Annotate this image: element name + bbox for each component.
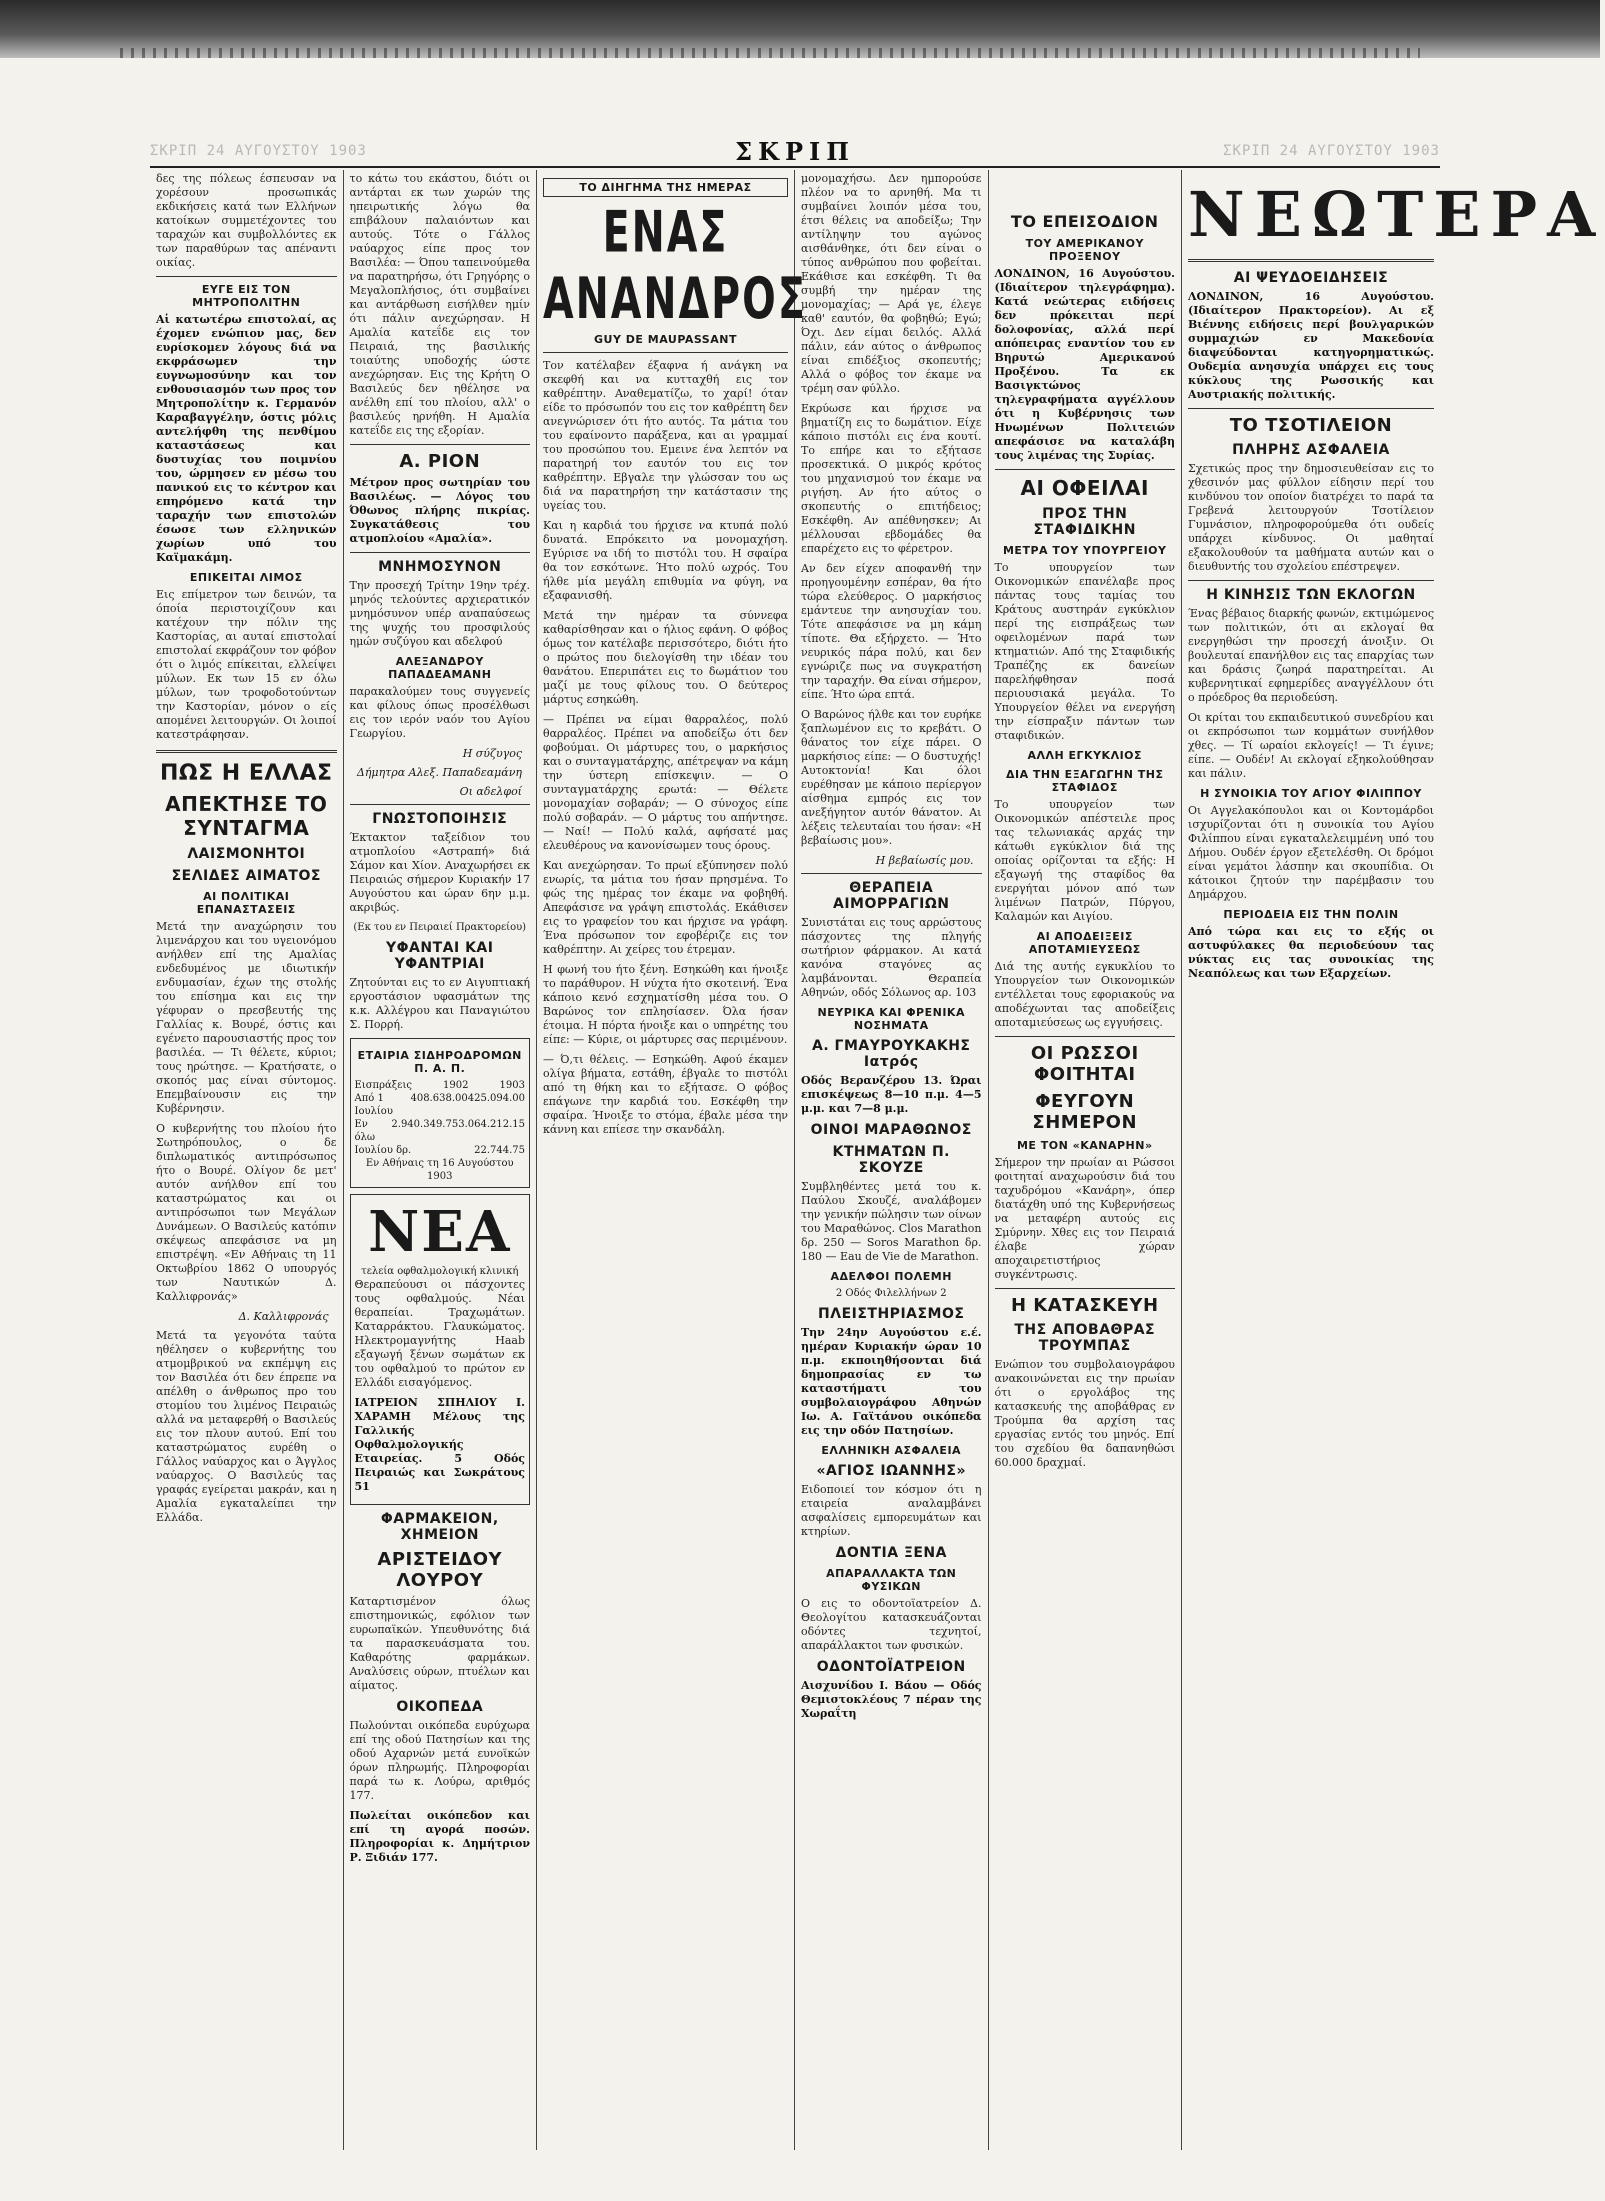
article-text: Σχετικώς προς την δημοσιευθείσαν εις το χθεσινόν μας φύλλον είδησιν περί του κινδύνου τον οποίον διατρέχει το παρά τα Γρεβενά λειτουργούν Τσοτίλειον Γυμνάσιον, πληροφορούμεθα ότι ουδείς υπάρχει κίνδυνος. Οι μαθηταί εξακολουθούν τα μαθήματα αυτών και ο διευθυντής του σχολείου επέστρεψεν. [1188,462,1434,573]
article-text: Το υπουργείον των Οικονομικών επανέλαβε προς πάντας τους ταμίας του Κράτους αυστηράν εγκύκλιον περί της εισπράξεως των οφειλομένων παρά των κτηματιών. Από της Σταφιδικής Τραπέζης εκ δανείων παρελήφθησαν ποσά περιουσιακά μεγάλα. Το Υπουργείον θέλει να ενεργήση την είσπραξιν πάντων των σταφιδικών. [994,561,1175,742]
article-text: Συμβληθέντες μετά του κ. Παύλου Σκουζέ, αναλάβομεν την γενικήν πώλησιν των οίνων του Μαραθώνος. Clos Marathon δρ. 250 — Soros Marathon δρ. 180 — Eau de Vie de Marathon. [801,1180,982,1263]
article-text: Μετά την ημέραν τα σύννεφα καθαρίσθησαν και ο ήλιος εφάνη. Ο φόβος όμως τον κατέλαβε περισσότερο, διότι ήτο ο πρώτος που διελογίσθη την ιδέαν του θανάτου. Επεριπάτει εις το δωμάτιον του μαζί με τους φίλους του. Ο δεύτερος μάρτυς εσηκώθη. [543,609,788,706]
ad-title: ΝΕΑ [368,1199,512,1265]
column-3 [537,170,807,2150]
headline: ΛΑΙΣΜΟΝΗΤΟΙ [187,846,306,862]
divider [995,469,1176,470]
headline: ΑΙ ΑΠΟΔΕΙΞΕΙΣ ΑΠΟΤΑΜΙΕΥΣΕΩΣ [1028,930,1141,956]
divider [543,352,788,353]
signature: Η βεβαίωσίς μου. [875,854,974,867]
table-cell: 2.940.349.75 [391,1119,459,1130]
table-cell: 3.064.212.15 [458,1119,525,1130]
divider [1188,408,1434,409]
newspaper-title: ΣΚΡΙΠ [735,136,855,166]
headline: ΥΦΑΝΤΑΙ ΚΑΙ ΥΦΑΝΤΡΙΑΙ [386,940,494,972]
headline: ΕΛΛΗΝΙΚΗ ΑΣΦΑΛΕΙΑ [821,1444,962,1457]
article-text: Ενώπιον του συμβολαιογράφου ανακοινώνεται εις την πρωίαν ότι ο εργολάβος της κατασκευής της αποβάθρας εν Τρούμπα θα αρχίση τας εργασίας εντός του μηνός. Επί του σχεδίου θα δαπανηθώσι 60.000 δραχμαί. [994,1358,1175,1469]
headline: ΠΕΡΙΟΔΕΙΑ ΕΙΣ ΤΗΝ ΠΟΛΙΝ [1223,908,1399,921]
headline: ΤΟ ΤΣΟΤΙΛΕΙΟΝ [1229,415,1393,436]
headline: ΕΥΓΕ ΕΙΣ ΤΟΝ ΜΗΤΡΟΠΟΛΙΤΗΝ [192,283,301,309]
headline: ΦΕΥΓΟΥΝ ΣΗΜΕΡΟΝ [1032,1091,1138,1133]
scan-edge [0,0,1600,58]
subheadline: ΜΕΤΡΑ ΤΟΥ ΥΠΟΥΡΓΕΙΟΥ [1002,544,1167,557]
article-text: Πωλούνται οικόπεδα ευρύχωρα επί της οδού Πατησίων και της οδού Αχαρνών μετά ευνοϊκών όρων πληρωμής. Πληροφορίαι παρά τω κ. Λούρω, αριθμός 177. [349,1719,530,1802]
signature: Δήμητρα Αλεξ. Παπαδεαμάνη [356,766,522,779]
column-1 [150,170,344,2150]
signature: Η σύζυγος [462,747,522,760]
headline: Η ΚΙΝΗΣΙΣ ΤΩΝ ΕΚΛΟΓΩΝ [1206,587,1416,603]
headline: ΓΝΩΣΤΟΠΟΙΗΣΙΣ [372,811,508,827]
subheadline: ΜΕ ΤΟΝ «ΚΑΝΑΡΗΝ» [1016,1139,1153,1152]
column-2 [344,170,538,2150]
table-cell: Εν όλω [354,1119,376,1143]
article-text: Οι Αγγελακόπουλοι και οι Κοντομάρδοι ισχυρίζονται ότι η συνοικία του Αγίου Φιλίππου είναι εγκαταλελειμμένη υπό του Δήμου. Ουδέν έργον εξετελέσθη. Οι δρόμοι είναι γεμάτοι λάσπην και σκουπίδια. Οι κάτοικοι ζητούν την παρέμβασιν του Δημάρχου. [1188,804,1434,901]
running-head [150,136,1440,168]
article-text: ΛΟΝΔΙΝΟΝ, 16 Αυγούστου. (Ιδιαίτερον τηλεγράφημα). Κατά νεώτερας ειδήσεις δεν πρόκειται περί δολοφονίας, αλλά περί απόπειρας εναντίον του εν Βηρυτώ Αμερικανού Προξένου. Τα εκ Βασιγκτώνος τηλεγραφήματα αγγέλλουν ότι η Κυβέρνησις των Ηνωμένων Πολιτειών απεφάσισε να καταλάβη τους λιμένας της Συρίας. [994,267,1175,462]
article-text: Καταρτισμένον όλως επιστημονικώς, εφόλιον των ευρωπαϊκών. Υπευθυνότης διά τα παρασκευάσματα του. Καθαρότης φαρμάκων. Αναλύσεις ούρων, πτυέλων και αίματος. [349,1595,530,1692]
clinic-ad [350,1194,531,1505]
table-date: Εν Αθήναις τη 16 Αυγούστου 1903 [365,1158,514,1182]
column-4 [795,170,989,2150]
headline: ΟΙΝΟΙ ΜΑΡΑΘΩΝΟΣ [810,1122,972,1138]
running-head-left: ΣΚΡΙΠ 24 ΑΥΓΟΥΣΤΟΥ 1903 [150,143,367,159]
divider [1188,259,1434,262]
headline: ΑΙ ΨΕΥΔΟΕΙΔΗΣΕΙΣ [1233,270,1389,286]
headline: ΠΩΣ Η ΕΛΛΑΣ [159,761,333,786]
table-cell: 1902 [443,1080,469,1091]
notice-source: (Εκ του εν Πειραιεί Πρακτορείου) [353,922,527,933]
table-cell: 1903 [499,1080,525,1091]
headline: ΤΗΣ ΑΠΟΒΑΘΡΑΣ ΤΡΟΥΜΠΑΣ [1014,1322,1156,1354]
table-cell: 22.744.75 [474,1145,525,1156]
ad-subtitle: τελεία οφθαλμολογική κλινική [361,1266,519,1277]
article-text: Την προσεχή Τρίτην 19ην τρέχ. μηνός τελούντες αρχιερατικόν μνημόσυνον υπέρ αναπαύσεως της ψυχής του προσφιλούς ημών συζύγου και αδελφού [349,579,530,648]
divider [156,750,337,753]
article-text: — Ό,τι θέλεις. — Εσηκώθη. Αφού έκαμεν ολίγα βήματα, εστάθη, έβγαλε το πιστόλι από τη θήκη και το εξήτασε. Ο φόβος επάγωνε την καρδιά του. Εσκέφθη την σφαίρα. Ήνοιξε το στόμα, έβαλε μέσα την κάννη και επίεσε την σκανδάλη. [543,1053,788,1136]
page-columns [150,170,1605,2150]
divider [156,276,337,277]
article-text: Αἱ κατωτέρω επιστολαί, ας έχομεν ενώπιον μας, δεν ευρίσκομεν λόγους διά να εκφράσωμεν την ευγνωμοσύνην και τον ενθουσιασμόν των προς τον Μητροπολίτην κ. Γερμανόν Καραβαγγέλην, όστις μόλις αντελήφθη της πενθίμου καταστάσεως και δυστυχίας του ποιμνίου του, ώρμησεν εν μέσω του πανικού εις το κέντρον και επηρόμενο κατά την ταραχήν των επιστολών έσωσε των ελληνικών χωρίων υπό του Καϊμακάμη. [156,313,337,564]
table-cell: 425.094.00 [467,1093,525,1104]
article-text: Την 24ην Αυγούστου ε.έ. ημέραν Κυριακήν ώραν 10 π.μ. εκποιηθήσονται διά δημοπρασίας εν τω καταστήματι του συμβολαιογράφου Αθηνών Ιω. Α. Γαϊτάνου οικόπεδα εις την οδόν Πατησίων. [801,1326,982,1437]
headline: ΣΕΛΙΔΕΣ ΑΙΜΑΤΟΣ [171,868,321,884]
article-text: Ειδοποιεί τον κόσμον ότι η εταιρεία αναλαμβάνει ασφαλίσεις εμπορευμάτων και κτηρίων. [801,1483,982,1538]
column-5 [989,170,1183,2150]
headline: ΝΕΥΡΙΚΑ ΚΑΙ ΦΡΕΝΙΚΑ ΝΟΣΗΜΑΤΑ [817,1006,965,1032]
headline: Α. ΓΜΑΥΡΟΥΚΑΚΗΣ Ιατρός [812,1038,971,1070]
divider [1188,580,1434,581]
article-text: Σήμερον την πρωίαν αι Ρώσσοι φοιτηταί αναχωρούσιν διά του ταχυδρόμου «Κανάρη», όπερ διατάχθη υπό της Κυβερνήσεως να μεταφέρη αυτούς εις Σμύρνην. Χθες εις τον Πειραιά έλαβε χώραν αποχαιρετιστήριος συγκέντρωσις. [994,1156,1175,1281]
headline: ΘΕΡΑΠΕΙΑ ΑΙΜΟΡΡΑΓΙΩΝ [833,880,950,912]
headline: ΜΝΗΜΟΣΥΝΟΝ [378,559,502,575]
headline: ΤΟΥ ΑΜΕΡΙΚΑΝΟΥ ΠΡΟΞΕΝΟΥ [1025,237,1144,263]
story-title: ΕΝΑΣ ΑΝΑΝΔΡΟΣ [543,199,807,333]
article-text: Εκρύωσε και ήρχισε να βηματίζη εις το δωμάτιον. Είχε κάποιο πιστόλι εις ένα κουτί. Το επήρε και το εξήτασε προσεκτικά. Ο μικρός κρότος του μηχανισμού τον έκαμε να ριγήση. Αν ήτο αύτος ο σκοπευτής ο επιτήδειος; Εσκέφθη. Αν απέθνησκεν; Αι μέλλουσαι εβδομάδες θα επαρέχετο εις το φέρετρον. [801,402,982,555]
article-text: Ζητούνται εις το εν Αιγυπτιακή εργοστάσιον υφασμάτων της κ.κ. Αλλέγρου και Παναγιώτου Σ. Πορρή. [349,976,530,1031]
article-text: Ο κυβερνήτης του πλοίου ήτο Σωτηρόπουλος, ο δε διπλωματικός αντιπρόσωπος ήτο ο Βουρέ. Ολίγον δε μετ' αυτόν ανήλθον επί του καταστρώματος και οι αντιπρόσωποι των Μεγάλων Δυνάμεων. Ο Βασιλεύς κατόπιν σκέψεως απεφάσισε να μη επιστρέψη. «Εν Αθήναις τη 11 Οκτωβρίου 1862 Ο υπουργός των Ναυτικών Δ. Καλλιφρονάς» [156,1122,337,1303]
article-text: Θεραπεύουσι οι πάσχοντες τους οφθαλμούς. Νέαι θεραπείαι. Τραχωμάτων. Καταρράκτου. Γλαυκώματος. Ηλεκτρομαγνήτης Haab εξαγωγή ξένων σωμάτων εκ του οφθαλμού το πρώτον εν Ελλάδι εισαγόμενος. [354,1278,525,1389]
table-cell: Ιουλίου δρ. [354,1145,412,1156]
article-text: Τον κατέλαβεν έξαφνα ή ανάγκη να σκεφθή και να κυτταχθή εις τον καθρέπτην. Αναθεματίζω, το χαρί! όταν είδε το πρόσωπόν του εις τον καθρέπτη δεν ανεγνώρισεν ότι ήτο αυτός. Τα μάτια του του εφαίνοντο παράξενα, και αι γραμμαί του προσώπου του. Εμεινε ένα λεπτόν να παρατηρή τον εαυτόν του εις τον καθρέπτην. Εβγαλε την γλώσσαν του ως διά να παρατηρήση την κατάστασιν της υγείας του. [543,359,788,512]
headline: ΑΡΙΣΤΕΙΔΟΥ ΛΟΥΡΟΥ [377,1549,503,1591]
article-text: Από τώρα και εις το εξής οι αστυφύλακες θα περιοδεύουν τας νύκτας εις τας συνοικίας της Νεαπόλεως και των Εξαρχείων. [1188,925,1434,980]
article-text: Οι κρίται του εκπαιδευτικού συνεδρίου και οι εκπρόσωποι των κομμάτων συνήλθον χθες. — Τί ωραίοι εκλογείς! — Τι έγινε; είπε. — Ουδέν! Αι εκλογαί εξηκολούθησαν και πάλιν. [1188,711,1434,780]
headline: ΑΔΕΛΦΟΙ ΠΟΛΕΜΗ [830,1270,952,1283]
headline: ΑΠΕΚΤΗΣΕ ΤΟ ΣΥΝΤΑΓΜΑ [165,792,328,840]
table-row [355,1092,526,1118]
table-cell: Εισπράξεις [354,1080,412,1091]
kicker: ΤΟ ΔΙΗΓΗΜΑ ΤΗΣ ΗΜΕΡΑΣ [543,178,788,197]
headline: Η ΣΥΝΟΙΚΙΑ ΤΟΥ ΑΓΙΟΥ ΦΙΛΙΠΠΟΥ [1200,787,1422,800]
divider [350,804,531,805]
article-text: ΙΑΤΡΕΙΟΝ ΣΠΗΛΙΟΥ Ι. ΧΑΡΑΜΗ Μέλους της Γαλλικής Οφθαλμολογικής Εταιρείας. 5 Οδός Πειραιώς και Σωκράτους 51 [354,1396,525,1493]
address: 2 Οδός Φιλελλήνων 2 [835,1288,947,1299]
article-text: Αισχυνίδου Ι. Βάου — Οδός Θεμιστοκλέους 7 πέραν της Χωραΐτη [801,1679,982,1720]
divider [995,1036,1176,1037]
article-text: Ο Βαρώνος ήλθε και τον ευρήκε ξαπλωμένον εις το κρεβάτι. Ο θάνατος τον είχε πάρει. Ο μαρκήσιος είπε: — Ο δυστυχής! Αυτοκτονία! Και όλοι ευρέθησαν με κάποιο περίεργον αίσθημα εμπρός εις τον ανεξήγητον αυτόν θάνατον. Αι λέξεις τελευταίαι του ήσαν: «Η βεβαίωσις μου». [801,708,982,847]
article-text: μονομαχήσω. Δεν ημπορούσε πλέον να το αρνηθή. Μα τι συμβαίνει λοιπόν μέσα του, έτσι θέλεις να αποδείξω; Την αντίληψην του αγώνος αισθάνθηκε, ότι δεν είναι ο τύπος ανθρώπου που φοβείται. Εκάθισε και εσκέφθη. Τι θα συμβή την ημέραν της μονομαχίας; — Αρά γε, έλεγε καθ' εαυτόν, θα φοβηθώ; Εγώ; Όχι. Δεν είμαι δειλός. Αλλά πάλιν, εάν αύτος ο άνθρωπος είναι επιδέξιος σκοπευτής; Αλλά ο φόβος τον έκαμε να τρέμη σαν φύλλο. [801,172,982,395]
headline: ΟΔΟΝΤΟΪΑΤΡΕΙΟΝ [816,1659,966,1675]
article-text: παρακαλούμεν τους συγγενείς και φίλους όπως προσέλθωσι εις τον ιερόν ναόν του Αγίου Γεωργίου. [349,685,530,740]
scan-noise [120,48,1420,58]
article-text: Οδός Βερανζέρου 13. Ώραι επισκέψεως 8—10 π.μ. 4—5 μ.μ. και 7—8 μ.μ. [801,1074,982,1115]
subheadline: ΔΙΑ ΤΗΝ ΕΞΑΓΩΓΗΝ ΤΗΣ ΣΤΑΦΙΔΟΣ [1005,768,1164,794]
byline: GUY DE MAUPASSANT [594,333,737,346]
headline: ΟΙΚΟΠΕΔΑ [396,1699,484,1715]
signature: Δ. Καλλιφρονάς [238,1310,329,1323]
article-text: Ένας βέβαιος διαρκής φωνών, εκτιμώμενος των πολιτικών, ότι αι εκλογαί θα ενεργηθώσι την προσεχή άνοιξιν. Οι βουλευταί επανήλθον εις τας επαρχίας των και δράσις ζωηρά παρατηρείται. Αι κυβερνητικαί εφημερίδες αναγγέλλουν ότι ο πρόεδρος θα περιοδεύση. [1188,607,1434,704]
headline: ΑΛΛΗ ΕΓΚΥΚΛΙΟΣ [1027,749,1143,762]
article-text: Και η καρδιά του ήρχισε να κτυπά πολύ δυνατά. Επρόκειτο να μονομαχήση. Εγύρισε να ιδή το πιστόλι του. Η σφαίρα θα τον εσκότωνε. Ήτο πολύ ωχρός. Του ήλθε μία μεγάλη επιθυμία να φύγη, να εξαφανισθή. [543,519,788,602]
headline: ΠΛΗΡΗΣ ΑΣΦΑΛΕΙΑ [1232,442,1390,458]
section-title: ΝΕΩΤΕΡΑ [1188,178,1605,251]
headline: ΔΟΝΤΙΑ ΞΕΝΑ [835,1545,947,1561]
article-text: Αν δεν είχεν αποφανθή την προηγουμένην εσπέραν, θα ήτο τώρα ελεύθερος. Ο μαρκήσιος εμάντευε την ανησυχίαν του. Τότε απεφάσισε να μη κάμη τίποτε. Θα εξήρχετο. — Ήτο νευρικός πάρα πολύ, και δεν εγνώριζε πως να συγκρατήση την ταραχήν. Θα είναι σήμερον, είπε. Ήτο ώρα επτά. [801,562,982,701]
subheadline: ΑΙ ΠΟΛΙΤΙΚΑΙ ΕΠΑΝΑΣΤΑΣΕΙΣ [196,890,296,916]
headline: «ΑΓΙΟΣ ΙΩΑΝΝΗΣ» [816,1463,967,1479]
article-text: Το υπουργείον των Οικονομικών απέστειλε προς τας τελωνιακάς αρχάς την κάτωθι εγκύκλιον διά της οποίας ορίζονται τα εξής: Η εξαγωγή της σταφίδος θα ενεργήται μόνον από των λιμένων Πατρών, Πύργου, Καλαμών και Αιγίου. [994,798,1175,923]
railway-table [350,1038,531,1188]
article-text: Και ανεχώρησαν. Το πρωί εξύπνησεν πολύ ενωρίς, τα μάτια του ήσαν πρησμένα. Το φώς της ημέρας τον έκαμε να φοβηθή. Απεφάσισε να γράψη επιστολάς. Εκάθισεν εις το γραφείον του και ήρχισε να γράφη. Ένα πρόσωπον τον εφοβέριζε εις τον καθρέπτην. Αι χείρες του έτρεμαν. [543,859,788,956]
article-text: δες της πόλεως έσπευσαν να χορέσουν προσωπικάς εκδικήσεις κατά των Ελλήνων κατοίκων συμμετέχοντες του ταραχών και συμβολλόντες εκ των παραθύρων τας απέναντι οικίας. [156,172,337,269]
article-text: Εις επίμετρον των δεινών, τα όποία περιστοιχίζουν και κατέχουν την πόλιν της Καστορίας, αι αυταί επιστολαί επιστολαί εκφράζουν τον φόβον ότι ο λιμός επίκειται, ελλείψει μύλων. Εκ των 15 εν όλω μύλων, των τροφοδοτούντων την Καστορίαν, μόνον ο είς απομένει λειτουργών. Οι λοιποί κατεστράφησαν. [156,588,337,741]
table-title: ΕΤΑΙΡΙΑ ΣΙΔΗΡΟΔΡΟΜΩΝ Π. Α. Π. [357,1049,522,1075]
article-text: Ο εις το οδοντοϊατρείον Δ. Θεολογίτου κατασκευάζονται οδόντες τεχνητοί, απαράλλακτοι των φυσικών. [801,1597,982,1652]
table-cell: 408.638.00 [410,1093,468,1104]
divider [350,552,531,553]
headline: ΠΡΟΣ ΤΗΝ ΣΤΑΦΙΔΙΚΗΝ [1033,506,1136,538]
article-text: Η φωνή του ήτο ξένη. Εσηκώθη και ήνοιξε το παράθυρον. Η νύχτα ήτο σκοτεινή. Ένα κάποιο κενό εσχηματίσθη μέσα του. Ο Βαρώνος τον επλησίασεν. Όλα ήσαν έτοιμα. Η πόρτα ήνοιξε και ο υπηρέτης του είπε: — Κύριε, οι μάρτυρες σας περιμένουν. [543,963,788,1046]
headline: ΤΟ ΕΠΕΙΣΟΔΙΟΝ [1010,212,1159,231]
article-text: το κάτω του εκάστου, διότι οι αντάρται εκ των χωρών της ηπειρωτικής λόγω θα επιβάλουν παλαιόντων και αυτούς. Τότε ο Γάλλος ναύαρχος είπε προς τον Βασιλέα: — Όπου ταπεινούμεθα να παρατηρήσω, ότι Γρηγόρης ο Μεγαλοπλήσιος, ότι συμβαίνει και αντάρθωση εισήλθεν ημίν ότι πάλιν ανεχώρησαν. Η Αμαλία κατεΐδε εις τον Πειραιά, της βασιλικής τοιαύτης υποδοχής ώστε ανεχώρησαν. Εις της Κρήτη Ο Βασιλεύς δεν ηθέλησε να ανέλθη επί του πλοίου, αλλ' ο βασιλεύς ηρνήθη. Η Αμαλία κατεΐδε εις της εξορίαν. [349,172,530,437]
notice-name: ΑΛΕΞΑΝΔΡΟΥ ΠΑΠΑΔΕΑΜΑΝΗ [388,655,492,681]
article-text: ΛΟΝΔΙΝΟΝ, 16 Αυγούστου. (Ιδιαίτερον Πρακτορείον). Αι εξ Βιέννης ειδήσεις περί βουλγαρικών συμμαχιών εν Μακεδονία διαψεύδονται κατηγορηματικώς. Ουδεμία ανησυχία υπάρχει εις τους κύκλους της Ρωσσικής και Αυστριακής πολιτικής. [1188,290,1434,401]
divider [995,1288,1176,1289]
headline: ΚΤΗΜΑΤΩΝ Π. ΣΚΟΥΖΕ [832,1144,950,1176]
article-text: Συνιστάται εις τους αρρώστους πάσχοντες της πληγής σωτήριον φάρμακον. Αι κατά κανόνα σταγόνες ας λαμβάνονται. Θεραπεία Αθηνών, οδός Σόλωνος αρ. 103 [801,916,982,999]
article-text: Διά της αυτής εγκυκλίου το Υπουργείον των Οικονομικών εντέλλεται τους εφοριακούς να αποδέχωνται τας αποδείξεις αποταμιεύσεως ως εγγυήσεις. [994,960,1175,1029]
table-cell: Από 1 Ιουλίου [354,1093,393,1117]
article-text: Πωλείται οικόπεδον και επί τη αγορά ποσών. Πληροφορίαι κ. Δημήτριον Ρ. Ξιδιάν 177. [349,1809,530,1864]
article-text: Μετά τα γεγονότα ταύτα ηθέλησεν ο κυβερνήτης του ατμομβρικού να εκπέμψη εις τον Βασιλέα ότι δεν έπρεπε να απέλθη ο άνθρωπος προ του στομίου του λιμένος Πειραιώς αλλά να μεταφερθή ο Βασιλεύς εις τον πλουν αυτού. Επί του καταστρώματος ευρέθη ο Γάλλος ναύαρχος και ο Άγγλος ναύαρχος. Ο Βασιλεύς τας γραφάς εγείρεται μακράν, και η Αμαλία εγκαταλείπει την Ελλάδα. [156,1329,337,1524]
divider [801,873,982,874]
article-text: — Πρέπει να είμαι θαρραλέος, πολύ θαρραλέος. Πρέπει να αποδείξω ότι δεν φοβούμαι. Οι μάρτυρες του, ο μαρκήσιος και ο συνταγματάρχης, απέτρεψαν να κάμη την ύστερη επίσκεψιν. — Ο συνταγματάρχης ερωτά: — Θέλετε μονομαχίαν σοβαράν; — Ο σύνοχος είπε πολύ σοβαράν. — Ο μάρτυς του απήντησε. — Ναί! — Πολύ καλά, αφήσατέ μας ελευθέρους να κανονίσωμεν τους όρους. [543,713,788,852]
column-6 [1182,170,1605,2150]
table-row [355,1079,526,1092]
table-row [355,1118,526,1144]
headline: ΑΠΑΡΑΛΛΑΚΤΑ ΤΩΝ ΦΥΣΙΚΩΝ [826,1567,957,1593]
article-text: Έκτακτον ταξείδιον του ατμοπλοίου «Αστραπή» διά Σάμον και Χίον. Αναχωρήσει εκ Πειραιώς σήμερον Κυριακήν 17 Αυγούστου και ώραν 6ην μ.μ. ακριβώς. [349,831,530,914]
headline: ΦΑΡΜΑΚΕΙΟΝ, ΧΗΜΕΙΟΝ [380,1511,499,1543]
headline: ΠΛΕΙΣΤΗΡΙΑΣΜΟΣ [818,1306,965,1322]
headline: Α. ΡΙΟΝ [399,451,481,472]
running-head-right: ΣΚΡΙΠ 24 ΑΥΓΟΥΣΤΟΥ 1903 [1223,143,1440,159]
headline: Η ΚΑΤΑΣΚΕΥΗ [1010,1295,1159,1316]
article-text: Μέτρον προς σωτηρίαν του Βασιλέως. — Λόγος του Όθωνος πλήρης πικρίας. Συγκατάθεσις του ατμοπλοίου «Αμαλία». [349,476,530,545]
divider [350,444,531,445]
article-text: Μετά την αναχώρησιν του λιμενάρχου και του υγειονόμου ανήλθεν επί της Αμαλίας ενδεδυμένος με ιδιωτικήν ενδυμασίαν, έχων της στολής του επίσημα και εις την γέφυραν ο πρεσβευτής της Γαλλίας κ. Βουρέ, όστις και εγένετο παρουσιαστής προς τον βασιλέα. — Τι θέλετε, κύριοι; τους ηρώτησε. — Κρατήσατε, ο σκοπός μας είναι σύντομος. Επεμβαίνουσιν εις την Κυβέρνησιν. [156,920,337,1115]
signature: Οι αδελφοί [459,785,522,798]
headline: ΟΙ ΡΩΣΣΟΙ ΦΟΙΤΗΤΑΙ [1030,1043,1139,1085]
headline: ΕΠΙΚΕΙΤΑΙ ΛΙΜΟΣ [189,571,303,584]
headline: ΑΙ ΟΦΕΙΛΑΙ [1020,476,1149,500]
table-row [355,1144,526,1157]
